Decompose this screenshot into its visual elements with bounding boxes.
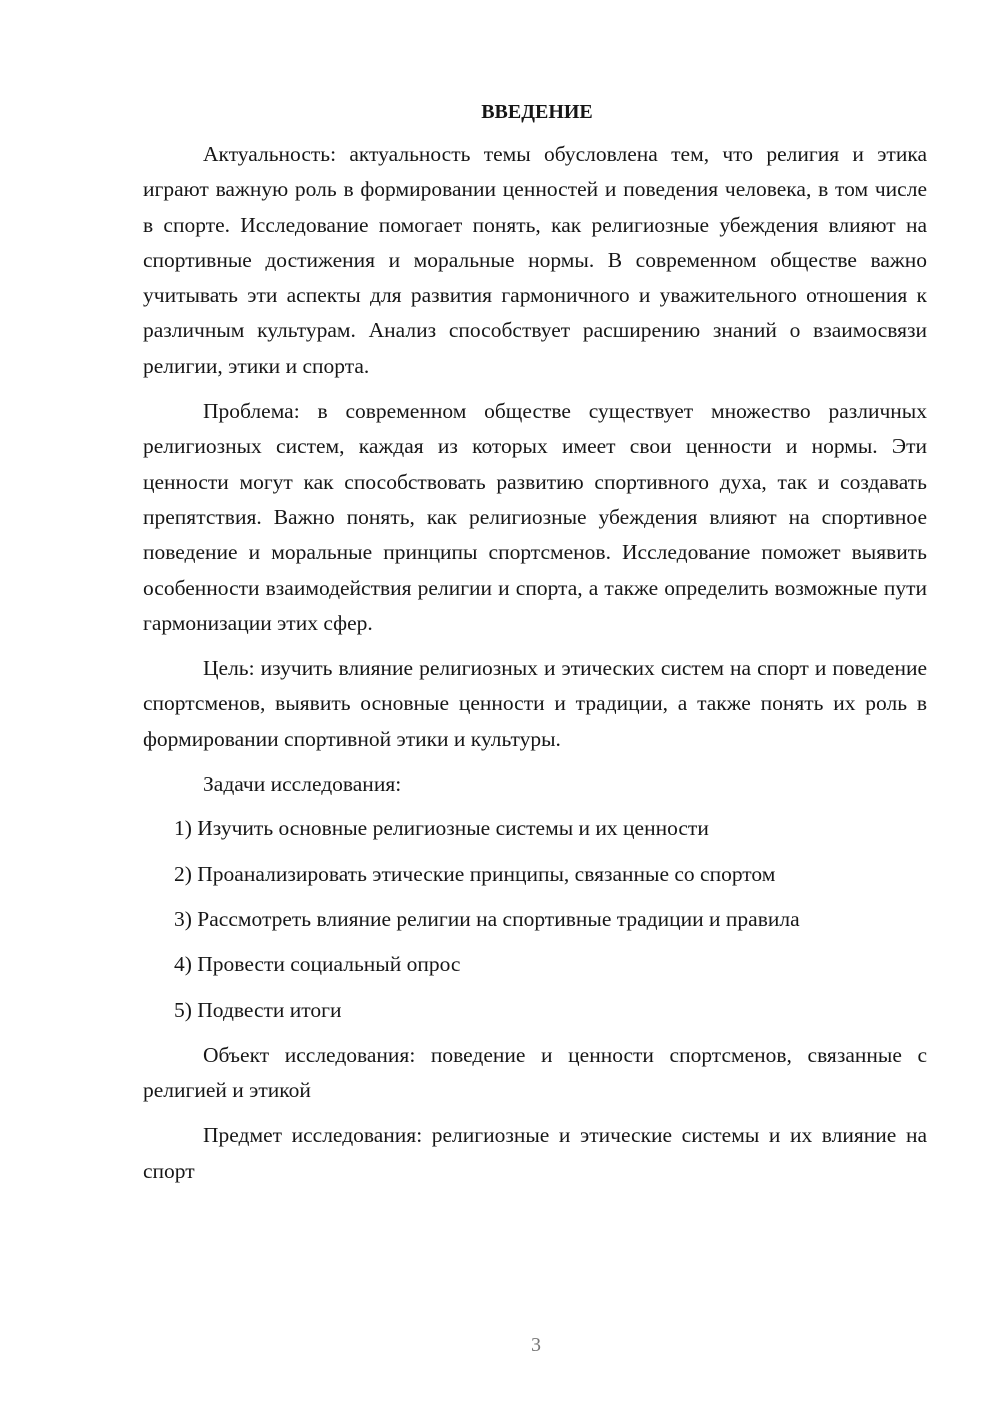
task-item-4: 4) Провести социальный опрос bbox=[174, 952, 461, 977]
goal-paragraph: Цель: изучить влияние религиозных и этических систем на спорт и поведение спортсменов, выявить основные ценности и традиции, а также понять их роль в формировании спортивной этики и культуры. bbox=[143, 656, 927, 751]
task-item-1: 1) Изучить основные религиозные системы и их ценности bbox=[174, 816, 709, 841]
tasks-title: Задачи исследования: bbox=[203, 772, 402, 797]
page-content bbox=[143, 95, 927, 1199]
research-object-paragraph: Объект исследования: поведение и ценности спортсменов, связанные с религией и этикой bbox=[143, 1042, 927, 1103]
relevance-paragraph: Актуальность: актуальность темы обусловлена тем, что религия и этика играют важную роль в формировании ценностей и поведения человека, в том числе в спорте. Исследование помогает понять, как религиозные убеждения влияют на спортивные достижения и моральные нормы. В современном обществе важно учитывать эти аспекты для развития гармоничного и уважительного отношения к различным культурам. Анализ способствует расширению знаний о взаимосвязи религии, этики и спорта. bbox=[143, 142, 927, 378]
research-subject-paragraph: Предмет исследования: религиозные и этические системы и их влияние на спорт bbox=[143, 1123, 927, 1183]
problem-paragraph: Проблема: в современном обществе существует множество различных религиозных систем, каждая из которых имеет свои ценности и нормы. Эти ценности могут как способствовать развитию спортивного духа, так и создавать препятствия. Важно понять, как религиозные убеждения влияют на спортивное поведение и моральные принципы спортсменов. Исследование поможет выявить особенности взаимодействия религии и спорта, а также определить возможные пути гармонизации этих сфер. bbox=[143, 399, 927, 635]
task-item-2: 2) Проанализировать этические принципы, связанные со спортом bbox=[174, 861, 776, 886]
page-number: 3 bbox=[531, 1334, 541, 1356]
section-heading: ВВЕДЕНИЕ bbox=[481, 101, 593, 123]
task-item-3: 3) Рассмотреть влияние религии на спортивные традиции и правила bbox=[174, 906, 800, 931]
task-item-5: 5) Подвести итоги bbox=[174, 997, 342, 1022]
